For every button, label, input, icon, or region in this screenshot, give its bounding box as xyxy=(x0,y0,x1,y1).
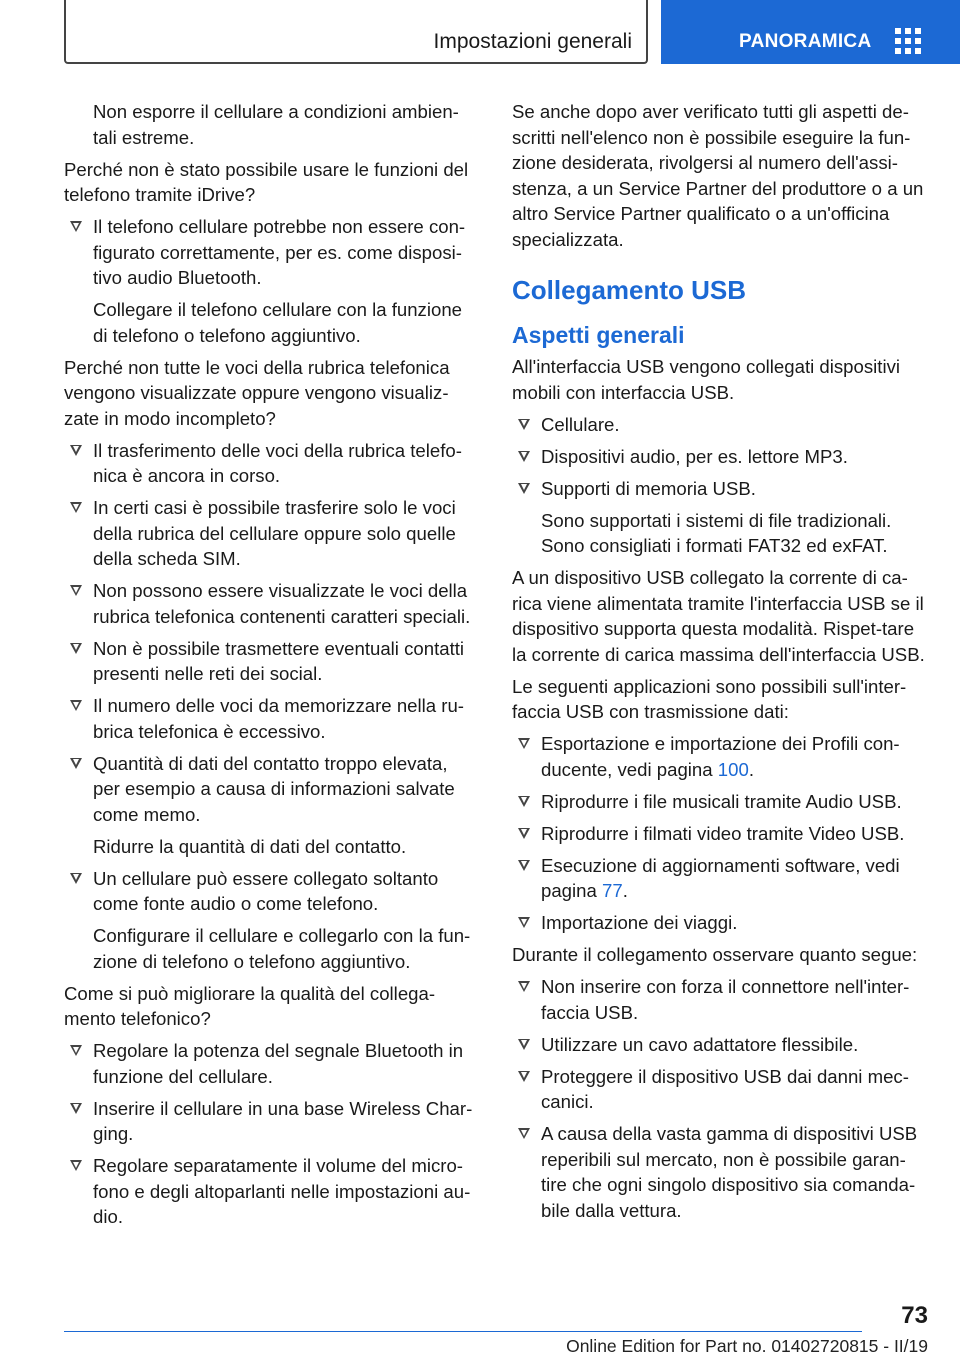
triangle-bullet-icon xyxy=(70,758,82,769)
list-item: Proteggere il dispositivo USB dai danni mec-canici. xyxy=(512,1064,926,1115)
question: Come si può migliorare la qualità del collega-mento telefonico? xyxy=(64,982,436,1029)
list-item: Dispositivi audio, per es. lettore MP3. xyxy=(512,444,926,470)
triangle-bullet-icon xyxy=(518,419,530,430)
triangle-bullet-icon xyxy=(518,796,530,807)
triangle-bullet-icon xyxy=(70,1160,82,1171)
triangle-bullet-icon xyxy=(70,873,82,884)
triangle-bullet-icon xyxy=(518,981,530,992)
triangle-bullet-icon xyxy=(518,1071,530,1082)
list-item: Il trasferimento delle voci della rubrica telefo-nica è ancora in corso. xyxy=(64,438,478,489)
list-item: Supporti di memoria USB. xyxy=(512,476,926,502)
paragraph: All'interfaccia USB vengono collegati dispositivi mobili con interfaccia USB. xyxy=(512,356,901,403)
overview-nav-label: PANORAMICA xyxy=(739,31,872,52)
list-item: Riprodurre i file musicali tramite Audio USB. xyxy=(512,789,926,815)
overview-nav-button[interactable] xyxy=(661,0,960,64)
triangle-bullet-icon xyxy=(70,1103,82,1114)
list-item: Cellulare. xyxy=(512,412,926,438)
list-item: Esecuzione di aggiornamenti software, vedi pagina 77. xyxy=(512,853,926,904)
triangle-bullet-icon xyxy=(518,828,530,839)
triangle-bullet-icon xyxy=(518,483,530,494)
page-link-100[interactable]: 100 xyxy=(717,758,749,780)
triangle-bullet-icon xyxy=(70,700,82,711)
footer-divider xyxy=(64,1331,862,1332)
triangle-bullet-icon xyxy=(70,445,82,456)
list-item: Regolare separatamente il volume del micro-fono e degli altoparlanti nelle impostazioni au-dio. xyxy=(64,1153,478,1230)
triangle-bullet-icon xyxy=(70,585,82,596)
list-item: Il telefono cellulare potrebbe non essere con-figurato correttamente, per es. come disposi-tivo audio Bluetooth. xyxy=(64,214,478,291)
triangle-bullet-icon xyxy=(518,738,530,749)
list-item-note: Collegare il telefono cellulare con la funzione di telefono o telefono aggiuntivo. xyxy=(93,299,463,346)
paragraph: Durante il collegamento osservare quanto segue: xyxy=(512,944,918,965)
edition-footer: Online Edition for Part no. 01402720815 - II/19 xyxy=(566,1336,928,1356)
list-item: Importazione dei viaggi. xyxy=(512,910,926,936)
paragraph: A un dispositivo USB collegato la corrente di ca-rica viene alimentata tramite l'interfaccia USB se il dispositivo supporta questa modalità. Rispet-tare la corrente di carica massima dell'interfaccia USB. xyxy=(512,567,925,665)
list-item: Non è possibile trasmettere eventuali contatti presenti nelle reti dei social. xyxy=(64,636,478,687)
header-section-box xyxy=(64,0,648,64)
triangle-bullet-icon xyxy=(518,1128,530,1139)
triangle-bullet-icon xyxy=(70,643,82,654)
list-item: Regolare la potenza del segnale Bluetooth in funzione del cellulare. xyxy=(64,1038,478,1089)
question: Perché non è stato possibile usare le funzioni del telefono tramite iDrive? xyxy=(64,158,469,205)
question: Perché non tutte le voci della rubrica telefonica vengono visualizzate oppure vengono visualiz-zate in modo incompleto? xyxy=(64,356,450,429)
list-item: Il numero delle voci da memorizzare nella ru-brica telefonica è eccessivo. xyxy=(64,693,478,744)
list-item: Inserire il cellulare in una base Wireless Char-ging. xyxy=(64,1096,478,1147)
page-number: 73 xyxy=(901,1302,928,1329)
page-link-77[interactable]: 77 xyxy=(602,880,623,901)
list-item: Non possono essere visualizzate le voci della rubrica telefonica contenenti caratteri speciali. xyxy=(64,578,478,629)
paragraph: Non esporre il cellulare a condizioni ambien- tali estreme. xyxy=(93,101,459,148)
triangle-bullet-icon xyxy=(518,860,530,871)
list-item: Un cellulare può essere collegato soltanto come fonte audio o come telefono. xyxy=(64,866,478,917)
right-column xyxy=(512,99,926,1230)
paragraph: Se anche dopo aver verificato tutti gli aspetti de-scritti nell'elenco non è possibile eseguire la fun-zione desiderata, rivolgersi al numero dell'assi-stenza, a un Service Partner del produttore o a un altro Service Partner qualificato o a un'officina specializzata. xyxy=(512,101,924,250)
list-item: Esportazione e importazione dei Profili con-ducente, vedi pagina 100. xyxy=(512,731,926,782)
triangle-bullet-icon xyxy=(70,221,82,232)
triangle-bullet-icon xyxy=(518,451,530,462)
list-item: Utilizzare un cavo adattatore flessibile. xyxy=(512,1032,926,1058)
left-column xyxy=(64,99,478,1236)
paragraph: Le seguenti applicazioni sono possibili sull'inter-faccia USB con trasmissione dati: xyxy=(512,675,907,722)
triangle-bullet-icon xyxy=(70,502,82,513)
list-item-note: Sono supportati i sistemi di file tradizionali. Sono consigliati i formati FAT32 ed exFAT. xyxy=(541,509,892,556)
subsection-heading: Aspetti generali xyxy=(512,322,685,348)
triangle-bullet-icon xyxy=(518,917,530,928)
list-item: Non inserire con forza il connettore nell'inter-faccia USB. xyxy=(512,974,926,1025)
triangle-bullet-icon xyxy=(518,1039,530,1050)
section-title: Impostazioni generali xyxy=(433,30,632,53)
list-item: Quantità di dati del contatto troppo elevata, per esempio a causa di informazioni salvate come memo. xyxy=(64,751,478,828)
list-item: Riprodurre i filmati video tramite Video USB. xyxy=(512,821,926,847)
triangle-bullet-icon xyxy=(70,1045,82,1056)
grid-icon xyxy=(895,28,921,54)
list-item: In certi casi è possibile trasferire solo le voci della rubrica del cellulare oppure solo quelle della scheda SIM. xyxy=(64,495,478,572)
section-heading: Collegamento USB xyxy=(512,275,747,305)
list-item-note: Configurare il cellulare e collegarlo con la fun-zione di telefono o telefono aggiuntivo. xyxy=(93,925,471,972)
list-item-note: Ridurre la quantità di dati del contatto. xyxy=(93,835,407,857)
list-item: A causa della vasta gamma di dispositivi USB reperibili sul mercato, non è possibile garan-tire che ogni singolo dispositivo sia comanda-bile dalla vettura. xyxy=(512,1121,926,1223)
